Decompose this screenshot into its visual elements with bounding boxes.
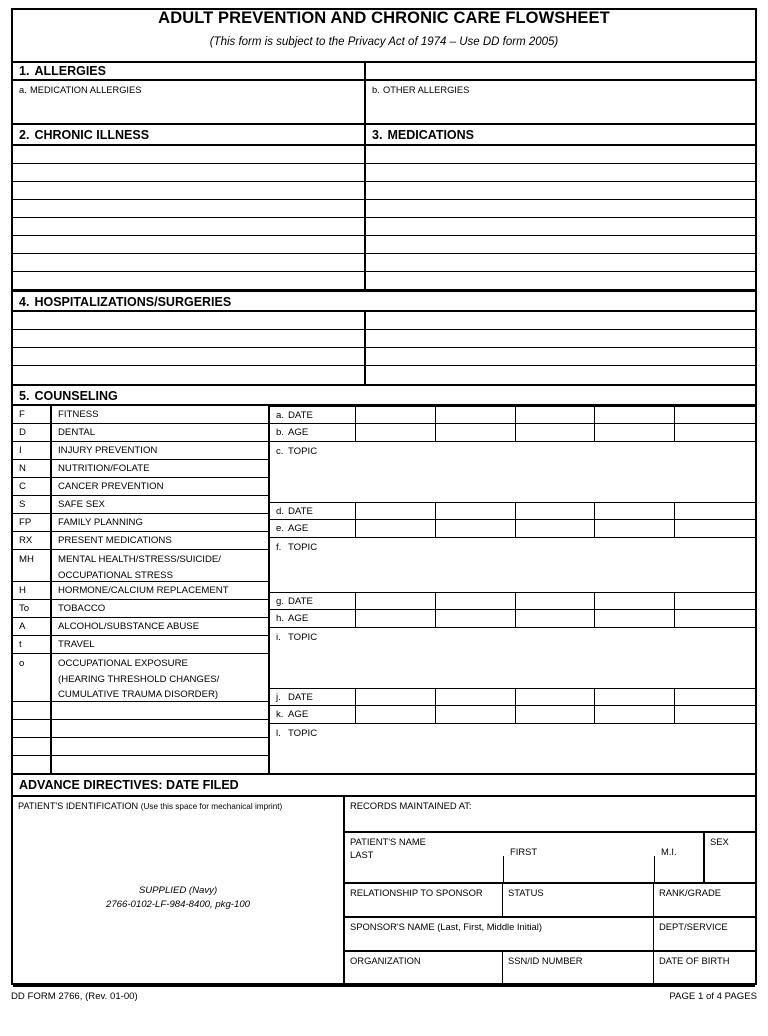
counseling-age-row [270, 610, 755, 628]
hospitalizations-title: HOSPITALIZATIONS/SURGERIES [34, 295, 232, 309]
rank-grade-label: RANK/GRADE [659, 887, 721, 898]
dob-label: DATE OF BIRTH [659, 955, 730, 966]
surgery-entry[interactable] [366, 330, 755, 348]
date-cell[interactable] [436, 503, 516, 521]
table-row [13, 312, 755, 330]
date-cell[interactable] [356, 407, 436, 425]
counseling-code: To [19, 603, 30, 614]
topic-text: TOPIC [288, 728, 318, 739]
allergies-number: 1. [19, 64, 30, 78]
allergies-other-cell[interactable] [366, 81, 755, 125]
patient-last-label: LAST [350, 848, 374, 860]
chronic-illness-entry[interactable] [13, 236, 366, 254]
counseling-topic-area[interactable] [270, 724, 755, 778]
counseling-heading-row [13, 384, 755, 406]
date-cell[interactable] [675, 503, 755, 521]
chronic-illness-entry[interactable] [13, 254, 366, 272]
patient-identification-heading: PATIENT'S IDENTIFICATION [18, 801, 139, 811]
table-row [13, 236, 755, 254]
organization-label: ORGANIZATION [350, 955, 421, 966]
counseling-label-column-rule [13, 406, 270, 775]
patient-mi-divider [654, 856, 655, 884]
age-cell[interactable] [436, 610, 516, 628]
chronic-illness-entry[interactable] [13, 272, 366, 290]
date-label [270, 503, 356, 521]
age-label [270, 424, 356, 442]
counseling-label: NUTRITION/FOLATE [58, 463, 150, 474]
age-label [270, 520, 356, 538]
age-cell[interactable] [595, 610, 675, 628]
patient-identification-note: (Use this space for mechanical imprint) [140, 802, 283, 811]
date-text: DATE [288, 596, 313, 607]
counseling-code: A [19, 621, 26, 632]
counseling-code: o [19, 658, 25, 669]
chronic-illness-entry[interactable] [13, 200, 366, 218]
date-cell[interactable] [516, 407, 596, 425]
date-label [270, 407, 356, 425]
counseling-label: INJURY PREVENTION [58, 445, 158, 456]
status-label: STATUS [508, 887, 544, 898]
surgery-entry[interactable] [366, 312, 755, 330]
patient-sex-label: SEX [710, 836, 729, 847]
counseling-age-row [270, 424, 755, 442]
relationship-cell[interactable] [345, 884, 503, 918]
table-row [13, 146, 755, 164]
date-cell[interactable] [436, 689, 516, 707]
counseling-date-row [270, 592, 755, 610]
hospitalization-entry[interactable] [13, 330, 366, 348]
counseling-label: FAMILY PLANNING [58, 517, 143, 528]
age-cell[interactable] [516, 610, 596, 628]
counseling-label: OCCUPATIONAL EXPOSURE (HEARING THRESHOLD CHANGES/ CUMULATIVE TRAUMA DISORDER) [58, 658, 220, 700]
counseling-code: FP [19, 517, 32, 528]
privacy-act-notice: (This form is subject to the Privacy Act of 1974 – Use DD form 2005) [209, 36, 559, 48]
patient-sex-cell[interactable] [703, 833, 755, 884]
chronic-illness-entry[interactable] [13, 146, 366, 164]
medications-heading [366, 125, 755, 146]
medications-number: 3. [372, 128, 383, 142]
counseling-block [270, 592, 755, 682]
date-label [270, 689, 356, 707]
counseling-label: TOBACCO [58, 603, 106, 614]
counseling-label: PRESENT MEDICATIONS [58, 535, 172, 546]
counseling-topic-area[interactable] [270, 628, 755, 682]
supplied-line-2: 2766-0102-LF-984-8400, pkg-100 [105, 899, 250, 910]
patient-first-cell[interactable] [510, 843, 630, 859]
medications-title: MEDICATIONS [387, 128, 475, 142]
table-row [13, 164, 755, 182]
medication-entry[interactable] [366, 146, 755, 164]
topic-letter: f. [276, 542, 282, 553]
records-maintained-label: RECORDS MAINTAINED AT: [350, 800, 472, 811]
counseling-number: 5. [19, 389, 30, 403]
hospitalizations-number: 4. [19, 295, 30, 309]
date-cell[interactable] [436, 407, 516, 425]
sponsor-name-cell[interactable] [345, 918, 654, 952]
counseling-code: N [19, 463, 26, 474]
chronic-illness-number: 2. [19, 128, 30, 142]
counseling-date-row [270, 688, 755, 706]
status-cell[interactable] [503, 884, 654, 918]
age-cell[interactable] [356, 520, 436, 538]
patient-first-divider [503, 856, 504, 884]
table-row [13, 218, 755, 236]
hospitalization-entry[interactable] [13, 348, 366, 366]
topic-text: TOPIC [288, 542, 318, 553]
date-cell[interactable] [595, 689, 675, 707]
ssn-cell[interactable] [503, 952, 654, 985]
date-label [270, 593, 356, 611]
date-text: DATE [288, 692, 313, 703]
age-cell[interactable] [595, 520, 675, 538]
counseling-label: CANCER PREVENTION [58, 481, 164, 492]
counseling-code: D [19, 427, 26, 438]
medication-entry[interactable] [366, 272, 755, 290]
age-text: AGE [288, 523, 309, 534]
counseling-label: MENTAL HEALTH/STRESS/SUICIDE/ OCCUPATIONAL STRESS [58, 554, 221, 581]
medication-entry[interactable] [366, 200, 755, 218]
table-row [13, 348, 755, 366]
counseling-code: F [19, 409, 25, 420]
counseling-topic-area[interactable] [270, 442, 755, 496]
date-letter: j. [276, 692, 281, 703]
age-cell[interactable] [436, 424, 516, 442]
organization-cell[interactable] [345, 952, 503, 985]
records-maintained-cell[interactable] [345, 797, 755, 833]
advance-directives-title: ADVANCE DIRECTIVES: DATE FILED [19, 778, 239, 792]
chronic-illness-entry[interactable] [13, 164, 366, 182]
allergies-heading-divider [13, 61, 366, 81]
age-cell[interactable] [516, 520, 596, 538]
chronic-illness-title: CHRONIC ILLNESS [34, 128, 150, 142]
form-id: DD FORM 2766, (Rev. 01-00) [11, 991, 138, 1002]
age-cell[interactable] [595, 706, 675, 724]
table-row [13, 366, 755, 384]
table-row [13, 182, 755, 200]
date-cell[interactable] [675, 689, 755, 707]
topic-text: TOPIC [288, 632, 318, 643]
age-text: AGE [288, 427, 309, 438]
surgery-entry[interactable] [366, 366, 755, 384]
patient-name-label: PATIENT'S NAME [350, 836, 426, 847]
table-row [13, 330, 755, 348]
date-letter: g. [276, 596, 285, 607]
age-label [270, 610, 356, 628]
date-cell[interactable] [675, 407, 755, 425]
hospitalizations-heading-row [13, 290, 755, 312]
supplied-line-1: SUPPLIED (Navy) [138, 885, 218, 896]
chronic-illness-entry[interactable] [13, 182, 366, 200]
age-cell[interactable] [356, 424, 436, 442]
sponsor-name-label: SPONSOR'S NAME (Last, First, Middle Initial) [350, 921, 542, 932]
counseling-title: COUNSELING [34, 389, 118, 403]
age-letter: k. [276, 709, 284, 720]
age-letter: h. [276, 613, 285, 624]
counseling-code: t [19, 639, 22, 650]
date-cell[interactable] [516, 503, 596, 521]
allergies-a-letter: a. [19, 85, 27, 95]
topic-letter: c. [276, 446, 284, 457]
topic-text: TOPIC [288, 446, 318, 457]
patient-mi-cell[interactable] [661, 843, 701, 859]
hospitalization-entry[interactable] [13, 366, 366, 384]
counseling-label: ALCOHOL/SUBSTANCE ABUSE [58, 621, 200, 632]
hospitalization-entry[interactable] [13, 312, 366, 330]
age-label [270, 706, 356, 724]
patient-first-label: FIRST [510, 846, 538, 857]
surgery-entry[interactable] [366, 348, 755, 366]
date-cell[interactable] [595, 593, 675, 611]
age-cell[interactable] [675, 706, 755, 724]
allergies-b-label: OTHER ALLERGIES [383, 85, 470, 95]
date-cell[interactable] [356, 689, 436, 707]
medication-entry[interactable] [366, 182, 755, 200]
page-info: PAGE 1 of 4 PAGES [669, 991, 757, 1002]
medication-entry[interactable] [366, 254, 755, 272]
counseling-date-row [270, 406, 755, 424]
counseling-block [270, 502, 755, 592]
counseling-block [270, 688, 755, 778]
counseling-block [270, 406, 755, 496]
patient-identification-block[interactable] [13, 797, 345, 985]
age-cell[interactable] [436, 706, 516, 724]
age-text: AGE [288, 709, 309, 720]
rank-grade-cell[interactable] [654, 884, 755, 918]
date-cell[interactable] [595, 503, 675, 521]
counseling-label: HORMONE/CALCIUM REPLACEMENT [58, 585, 229, 596]
counseling-label: SAFE SEX [58, 499, 105, 510]
relationship-label: RELATIONSHIP TO SPONSOR [350, 887, 483, 898]
date-letter: d. [276, 506, 285, 517]
table-row [13, 200, 755, 218]
counseling-date-row [270, 502, 755, 520]
age-cell[interactable] [675, 610, 755, 628]
patient-mi-label: M.I. [661, 846, 677, 857]
advance-directives-row [13, 775, 755, 797]
dept-service-label: DEPT/SERVICE [659, 921, 728, 932]
counseling-age-row [270, 706, 755, 724]
age-letter: e. [276, 523, 285, 534]
age-cell[interactable] [675, 520, 755, 538]
counseling-age-row [270, 520, 755, 538]
counseling-code: H [19, 585, 26, 596]
form-body [11, 8, 757, 985]
date-cell[interactable] [436, 593, 516, 611]
table-row [13, 272, 755, 290]
topic-letter: i. [276, 632, 281, 643]
allergies-a-label: MEDICATION ALLERGIES [30, 85, 142, 95]
date-cell[interactable] [356, 503, 436, 521]
counseling-code: I [19, 445, 22, 456]
medication-entry[interactable] [366, 164, 755, 182]
date-text: DATE [288, 410, 313, 421]
age-cell[interactable] [595, 424, 675, 442]
chronic-illness-heading [13, 125, 366, 146]
allergies-medication-cell[interactable] [13, 81, 366, 125]
hospitalizations-rows [13, 312, 755, 384]
counseling-label: DENTAL [58, 427, 96, 438]
age-cell[interactable] [356, 706, 436, 724]
counseling-code: MH [19, 554, 34, 565]
counseling-code: RX [19, 535, 33, 546]
date-cell[interactable] [356, 593, 436, 611]
dob-cell[interactable] [654, 952, 755, 985]
age-cell[interactable] [436, 520, 516, 538]
age-text: AGE [288, 613, 309, 624]
counseling-code: S [19, 499, 26, 510]
topic-letter: l. [276, 728, 281, 739]
counseling-code: C [19, 481, 26, 492]
counseling-topic-area[interactable] [270, 538, 755, 592]
medication-entry[interactable] [366, 236, 755, 254]
allergies-b-letter: b. [372, 85, 380, 95]
counseling-date-age-topic [270, 406, 755, 775]
chronic-medications-rows [13, 146, 755, 290]
counseling-label: TRAVEL [58, 639, 95, 650]
medication-entry[interactable] [366, 218, 755, 236]
chronic-illness-entry[interactable] [13, 218, 366, 236]
identification-bottom-rule [13, 985, 755, 987]
date-text: DATE [288, 506, 313, 517]
date-cell[interactable] [675, 593, 755, 611]
table-row [13, 254, 755, 272]
date-cell[interactable] [516, 593, 596, 611]
page-title: ADULT PREVENTION AND CHRONIC CARE FLOWSHEET [158, 9, 610, 27]
age-letter: b. [276, 427, 285, 438]
allergies-title: ALLERGIES [34, 64, 106, 78]
date-letter: a. [276, 410, 285, 421]
age-cell[interactable] [356, 610, 436, 628]
dept-service-cell[interactable] [654, 918, 755, 952]
counseling-label: FITNESS [58, 409, 99, 420]
date-cell[interactable] [595, 407, 675, 425]
age-cell[interactable] [675, 424, 755, 442]
date-cell[interactable] [516, 689, 596, 707]
age-cell[interactable] [516, 706, 596, 724]
age-cell[interactable] [516, 424, 596, 442]
ssn-label: SSN/ID NUMBER [508, 955, 583, 966]
